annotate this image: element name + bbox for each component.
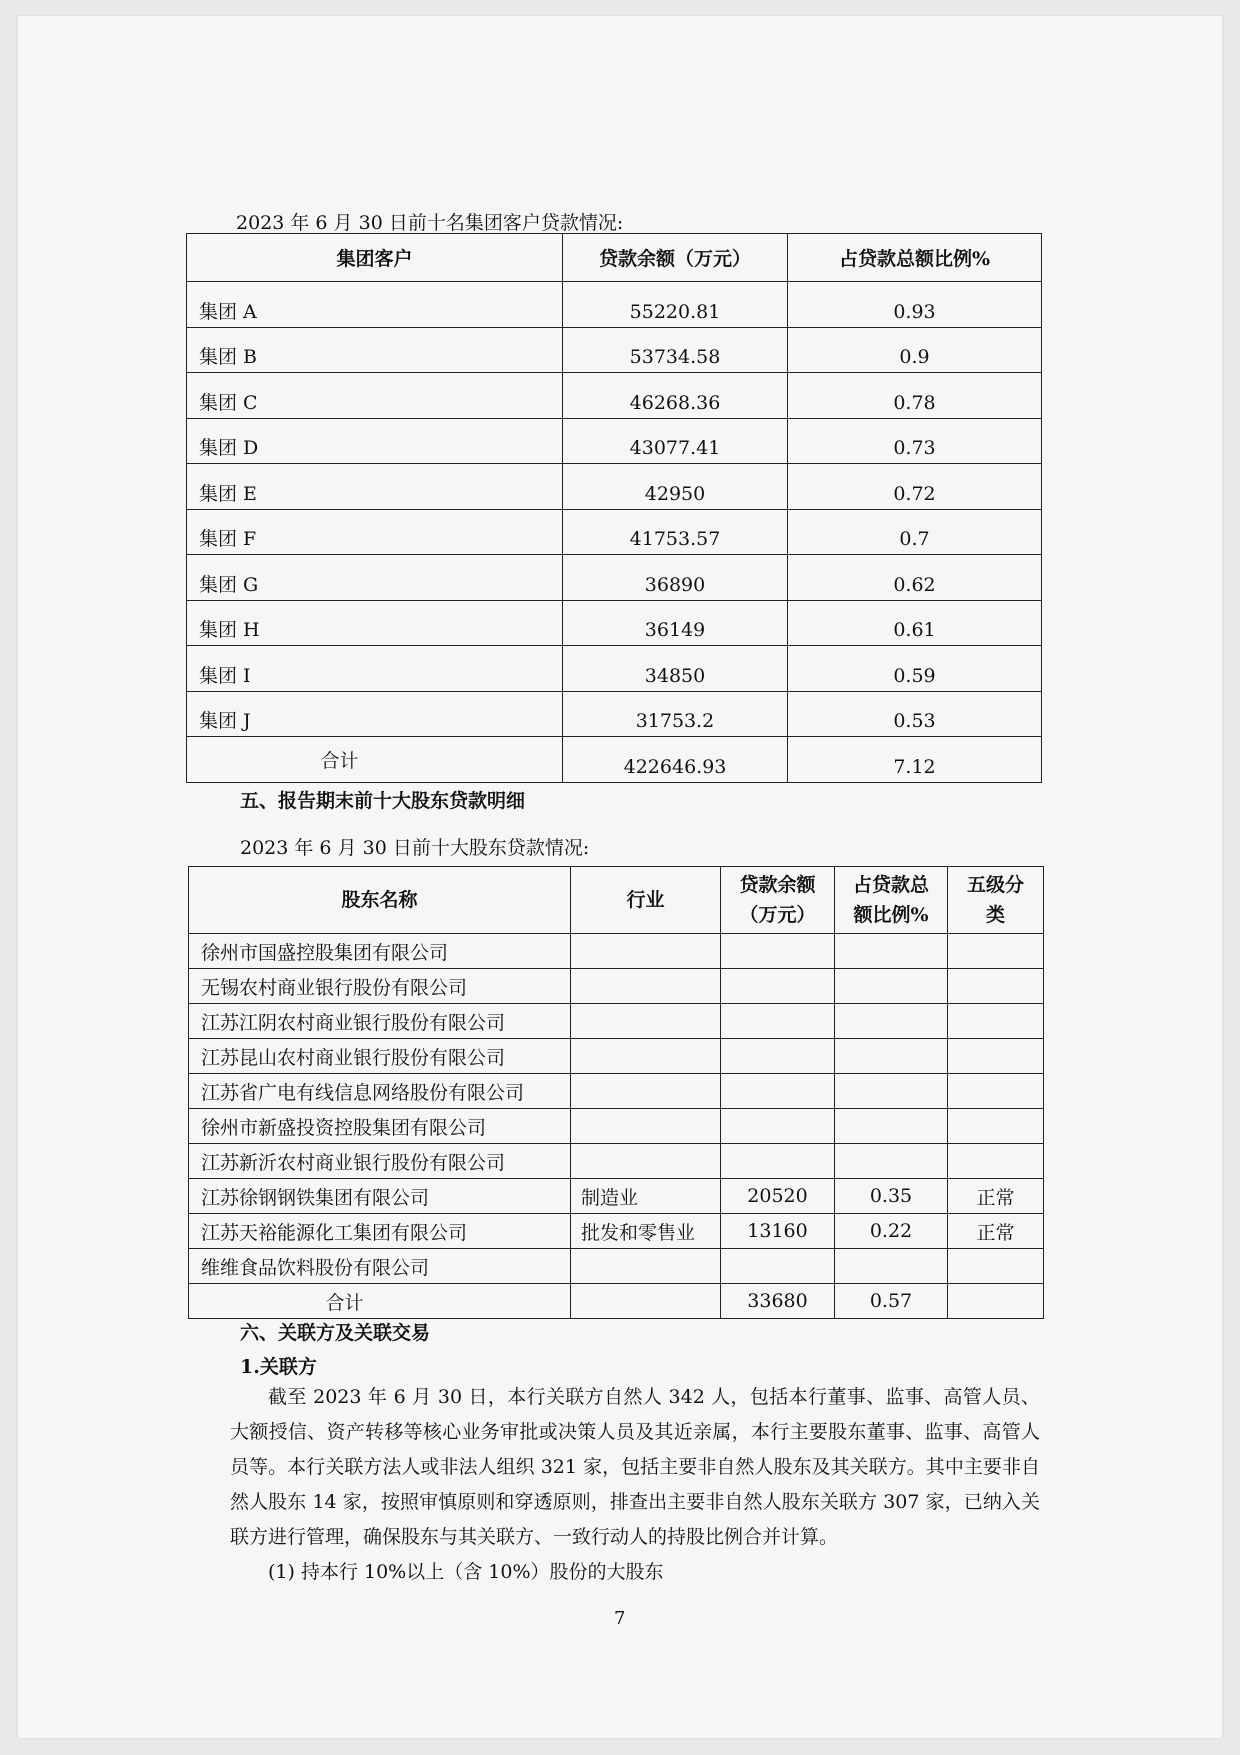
column-header-amount: 贷款余额（万元） [563, 234, 788, 282]
table-row [189, 1039, 1044, 1074]
classification [948, 1144, 1044, 1179]
table-row [189, 1179, 1044, 1214]
loan-ratio: 0.78 [788, 373, 1042, 419]
subsection-heading-related-parties: 1.关联方 [240, 1356, 317, 1378]
table-header-row [189, 867, 1044, 934]
page-number: 7 [614, 1608, 626, 1629]
table-total-row [189, 1284, 1044, 1319]
shareholder-name: 维维食品饮料股份有限公司 [189, 1249, 571, 1284]
classification: 正常 [948, 1214, 1044, 1249]
classification: 正常 [948, 1179, 1044, 1214]
loan-amount: 31753.2 [563, 691, 788, 737]
group-name: 集团 I [187, 646, 563, 692]
top10-shareholder-loans-table [188, 866, 1044, 1319]
total-amount: 33680 [721, 1284, 835, 1319]
industry [571, 934, 721, 969]
column-header-shareholder: 股东名称 [189, 867, 571, 934]
group-name: 集团 J [187, 691, 563, 737]
column-header-industry: 行业 [571, 867, 721, 934]
table-row [189, 1144, 1044, 1179]
industry [571, 1039, 721, 1074]
loan-amount: 53734.58 [563, 327, 788, 373]
shareholder-name: 江苏徐钢钢铁集团有限公司 [189, 1179, 571, 1214]
loan-ratio [835, 1109, 948, 1144]
table-row [189, 1074, 1044, 1109]
loan-ratio: 0.9 [788, 327, 1042, 373]
shareholder-name: 江苏新沂农村商业银行股份有限公司 [189, 1144, 571, 1179]
column-header-ratio: 占贷款总额比例% [788, 234, 1042, 282]
shareholder-name: 江苏省广电有线信息网络股份有限公司 [189, 1074, 571, 1109]
table-total-row [187, 737, 1042, 783]
table2-caption: 2023 年 6 月 30 日前十大股东贷款情况: [240, 837, 590, 859]
total-ratio: 7.12 [788, 737, 1042, 783]
loan-ratio: 0.62 [788, 555, 1042, 601]
table-row [189, 934, 1044, 969]
group-name: 集团 G [187, 555, 563, 601]
table-row [189, 1004, 1044, 1039]
classification [948, 1004, 1044, 1039]
loan-amount: 20520 [721, 1179, 835, 1214]
loan-ratio [835, 1144, 948, 1179]
table-row [187, 418, 1042, 464]
loan-amount: 46268.36 [563, 373, 788, 419]
loan-amount [721, 969, 835, 1004]
loan-amount [721, 1144, 835, 1179]
group-name: 集团 E [187, 464, 563, 510]
industry: 制造业 [571, 1179, 721, 1214]
group-name: 集团 F [187, 509, 563, 555]
loan-ratio: 0.93 [788, 282, 1042, 328]
loan-ratio: 0.61 [788, 600, 1042, 646]
shareholder-name: 无锡农村商业银行股份有限公司 [189, 969, 571, 1004]
shareholder-name: 江苏江阴农村商业银行股份有限公司 [189, 1004, 571, 1039]
loan-ratio [835, 1004, 948, 1039]
table-row [187, 373, 1042, 419]
industry [571, 1249, 721, 1284]
column-header-ratio: 占贷款总额比例% [835, 867, 948, 934]
loan-amount [721, 1039, 835, 1074]
loan-amount: 36149 [563, 600, 788, 646]
section-heading-5: 五、报告期末前十大股东贷款明细 [240, 790, 526, 812]
table-row [189, 1214, 1044, 1249]
total-classification [948, 1284, 1044, 1319]
table-row [187, 464, 1042, 510]
total-label: 合计 [187, 737, 563, 783]
classification [948, 1249, 1044, 1284]
group-name: 集团 H [187, 600, 563, 646]
loan-ratio: 0.7 [788, 509, 1042, 555]
loan-ratio [835, 934, 948, 969]
loan-amount: 55220.81 [563, 282, 788, 328]
industry [571, 969, 721, 1004]
table-row [187, 691, 1042, 737]
industry [571, 1004, 721, 1039]
loan-amount [721, 1109, 835, 1144]
loan-ratio [835, 969, 948, 1004]
shareholder-name: 江苏天裕能源化工集团有限公司 [189, 1214, 571, 1249]
loan-amount [721, 1074, 835, 1109]
related-parties-paragraph [230, 1380, 1040, 1590]
industry [571, 1109, 721, 1144]
loan-amount: 34850 [563, 646, 788, 692]
shareholder-name: 徐州市国盛控股集团有限公司 [189, 934, 571, 969]
loan-amount [721, 1249, 835, 1284]
table-row [187, 509, 1042, 555]
loan-amount: 42950 [563, 464, 788, 510]
group-name: 集团 D [187, 418, 563, 464]
column-header-classification: 五级分类 [948, 867, 1044, 934]
loan-amount: 41753.57 [563, 509, 788, 555]
table1-caption: 2023 年 6 月 30 日前十名集团客户贷款情况: [236, 212, 624, 234]
table-header-row [187, 234, 1042, 282]
loan-ratio: 0.22 [835, 1214, 948, 1249]
loan-amount [721, 934, 835, 969]
classification [948, 969, 1044, 1004]
table-row [187, 646, 1042, 692]
table-row [189, 1249, 1044, 1284]
loan-ratio [835, 1249, 948, 1284]
section-heading-6: 六、关联方及关联交易 [240, 1322, 431, 1344]
industry [571, 1074, 721, 1109]
loan-ratio [835, 1039, 948, 1074]
table-row [187, 327, 1042, 373]
loan-amount: 13160 [721, 1214, 835, 1249]
group-name: 集团 B [187, 327, 563, 373]
classification [948, 934, 1044, 969]
total-label: 合计 [189, 1284, 571, 1319]
total-amount: 422646.93 [563, 737, 788, 783]
classification [948, 1109, 1044, 1144]
loan-ratio: 0.72 [788, 464, 1042, 510]
classification [948, 1039, 1044, 1074]
classification [948, 1074, 1044, 1109]
industry [571, 1144, 721, 1179]
loan-ratio: 0.53 [788, 691, 1042, 737]
shareholder-name: 江苏昆山农村商业银行股份有限公司 [189, 1039, 571, 1074]
loan-ratio: 0.35 [835, 1179, 948, 1214]
shareholder-name: 徐州市新盛投资控股集团有限公司 [189, 1109, 571, 1144]
loan-amount: 36890 [563, 555, 788, 601]
loan-amount: 43077.41 [563, 418, 788, 464]
table-row [189, 969, 1044, 1004]
total-industry [571, 1284, 721, 1319]
column-header-amount: 贷款余额（万元） [721, 867, 835, 934]
table-row [187, 282, 1042, 328]
group-name: 集团 A [187, 282, 563, 328]
table-row [189, 1109, 1044, 1144]
top10-group-loans-table [186, 233, 1042, 783]
total-ratio: 0.57 [835, 1284, 948, 1319]
group-name: 集团 C [187, 373, 563, 419]
industry: 批发和零售业 [571, 1214, 721, 1249]
loan-ratio: 0.59 [788, 646, 1042, 692]
loan-amount [721, 1004, 835, 1039]
paragraph-text: 截至 2023 年 6 月 30 日，本行关联方自然人 342 人，包括本行董事、监事、高管人员、大额授信、资产转移等核心业务审批或决策人员及其近亲属，本行主要股东董事、监事、高管人员等。本行关联方法人或非法人组织 321 家，包括主要非自然人股东及其关联方。其中主要非自然人股东 14 家，按照审慎原则和穿透原则，排查出主要非自然人股东关联方 307 家，已纳入关联方进行管理，确保股东与其关联方、一致行动人的持股比例合并计算。 [230, 1386, 1040, 1548]
loan-ratio [835, 1074, 948, 1109]
column-header-group: 集团客户 [187, 234, 563, 282]
table-row [187, 555, 1042, 601]
loan-ratio: 0.73 [788, 418, 1042, 464]
table-row [187, 600, 1042, 646]
paragraph-text: (1) 持本行 10%以上（含 10%）股份的大股东 [268, 1561, 664, 1583]
